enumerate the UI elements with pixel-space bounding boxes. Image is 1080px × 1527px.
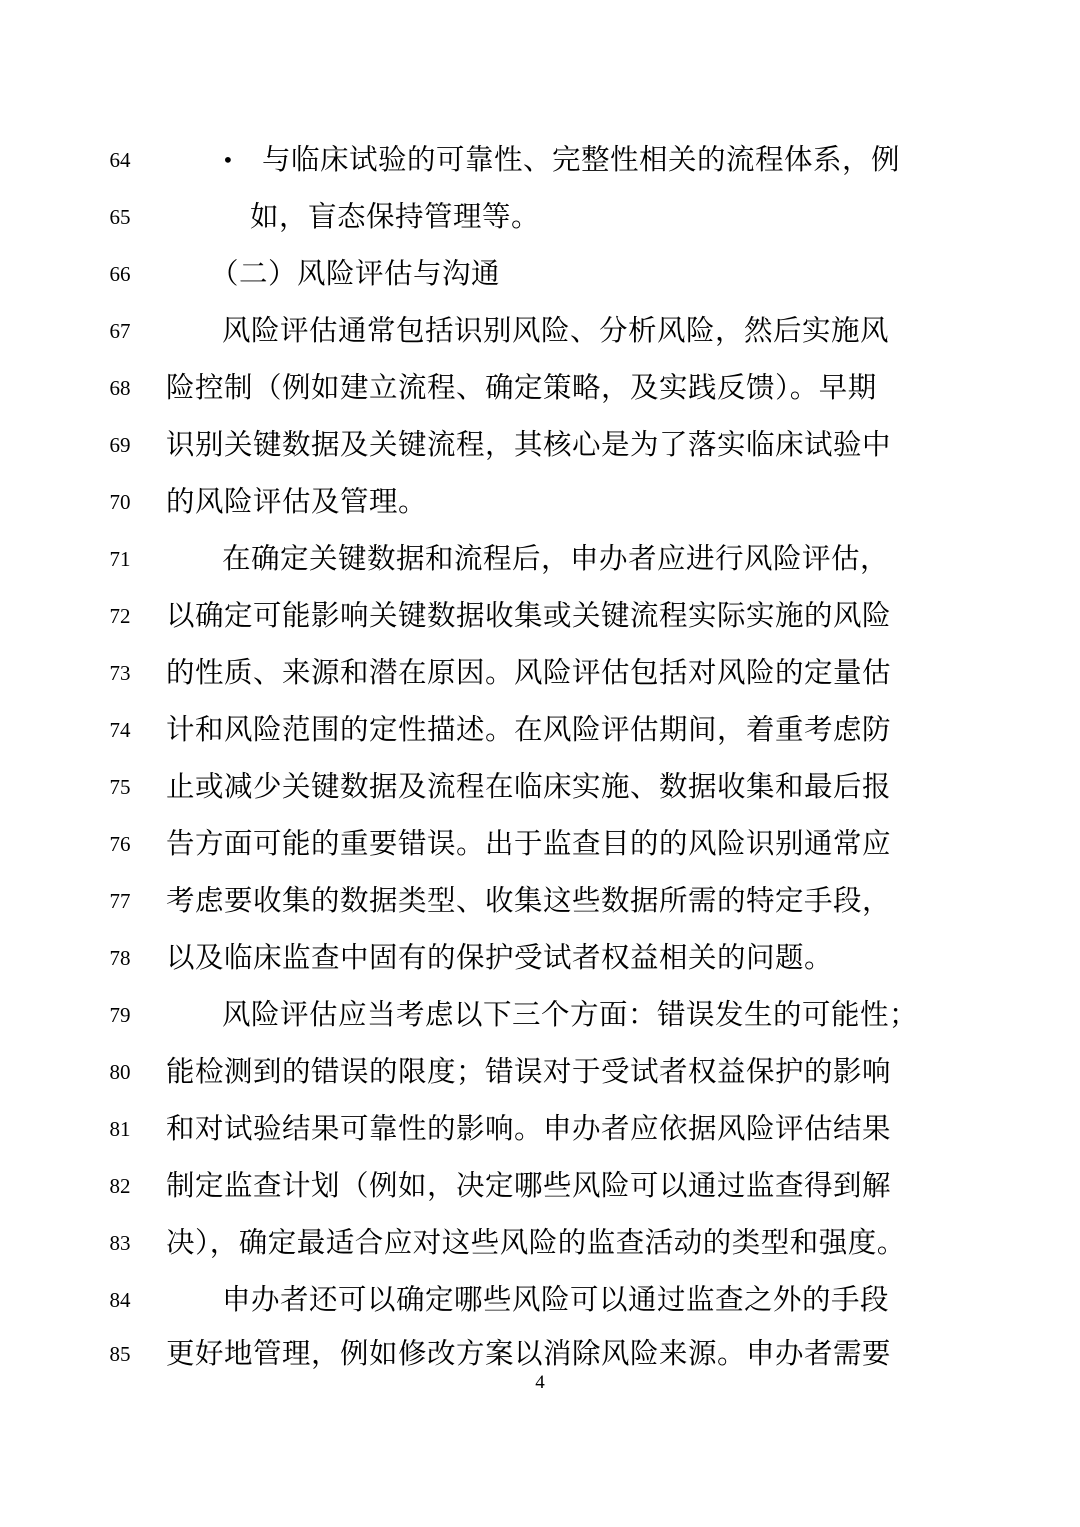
line-number: 70 [109,490,131,514]
text-line [0,1101,1080,1157]
line-number: 85 [109,1342,131,1366]
line-text: 告方面可能的重要错误。出于监查目的的风险识别通常应 [166,827,892,860]
text-line [0,1215,1080,1271]
text-line [0,303,1080,359]
line-text: 止或减少关键数据及流程在临床实施、数据收集和最后报 [166,770,892,803]
text-line [0,645,1080,701]
text-line [0,417,1080,473]
line-text: 在确定关键数据和流程后，申办者应进行风险评估， [222,542,890,575]
line-text: 和对试验结果可靠性的影响。申办者应依据风险评估结果 [166,1112,892,1145]
line-text: 申办者还可以确定哪些风险可以通过监查之外的手段 [222,1283,890,1316]
line-number: 76 [109,832,131,856]
line-text: 风险评估应当考虑以下三个方面：错误发生的可能性； [222,998,919,1031]
line-number: 66 [109,262,131,286]
line-number: 71 [109,547,131,571]
line-text: 计和风险范围的定性描述。在风险评估期间，着重考虑防 [166,713,892,746]
text-line [0,189,1080,245]
text-line [0,246,1080,302]
line-number: 67 [109,319,131,343]
line-text: 制定监查计划（例如，决定哪些风险可以通过监查得到解 [166,1169,892,1202]
text-line [0,588,1080,644]
bullet-icon: • [222,148,234,172]
line-number: 65 [109,205,131,229]
line-text: 如，盲态保持管理等。 [250,200,541,233]
line-text: 险控制（例如建立流程、确定策略，及实践反馈）。早期 [166,371,877,404]
text-line [0,702,1080,758]
text-line [0,474,1080,530]
line-number: 80 [109,1060,131,1084]
text-line [0,930,1080,986]
line-number: 83 [109,1231,131,1255]
line-number: 79 [109,1003,131,1027]
line-text: 识别关键数据及关键流程，其核心是为了落实临床试验中 [166,428,892,461]
line-number: 84 [109,1288,131,1312]
text-line [0,360,1080,416]
line-text: 风险评估通常包括识别风险、分析风险，然后实施风 [222,314,890,347]
line-text: 的风险评估及管理。 [166,485,428,518]
line-number: 74 [109,718,131,742]
line-number: 73 [109,661,131,685]
text-line [0,816,1080,872]
line-number: 68 [109,376,131,400]
text-line [0,987,1080,1043]
line-number: 64 [109,148,131,172]
text-line [0,1044,1080,1100]
line-text: 的性质、来源和潜在原因。风险评估包括对风险的定量估 [166,656,892,689]
line-text: 以确定可能影响关键数据收集或关键流程实际实施的风险 [166,599,892,632]
line-text: 更好地管理，例如修改方案以消除风险来源。申办者需要 [166,1337,892,1370]
line-text: 决），确定最适合应对这些风险的监查活动的类型和强度。 [166,1226,906,1259]
text-line [0,873,1080,929]
line-number: 75 [109,775,131,799]
text-line [0,531,1080,587]
text-line [0,1158,1080,1214]
line-text: 能检测到的错误的限度；错误对于受试者权益保护的影响 [166,1055,892,1088]
line-text: 以及临床监查中固有的保护受试者权益相关的问题。 [166,941,834,974]
line-number: 78 [109,946,131,970]
line-number: 82 [109,1174,131,1198]
text-line [0,759,1080,815]
line-text: 与临床试验的可靠性、完整性相关的流程体系，例 [262,143,901,176]
line-text: 考虑要收集的数据类型、收集这些数据所需的特定手段， [166,884,892,917]
line-number: 81 [109,1117,131,1141]
line-number: 77 [109,889,131,913]
line-number: 72 [109,604,131,628]
text-line [0,1272,1080,1328]
line-number: 69 [109,433,131,457]
text-line [0,132,1080,188]
section-heading: （二）风险评估与沟通 [210,257,501,290]
page-number: 4 [535,1372,545,1393]
